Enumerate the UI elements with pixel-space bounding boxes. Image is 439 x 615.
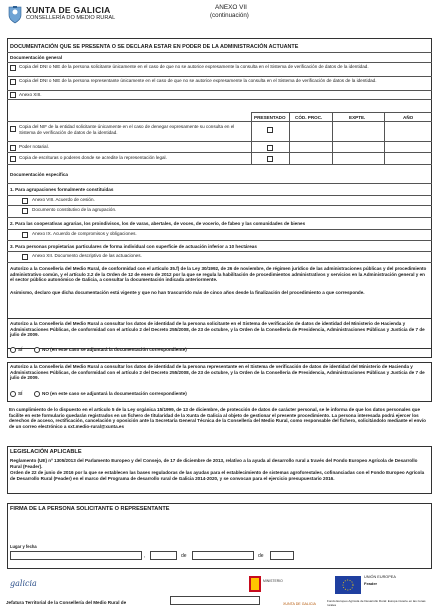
checkbox-group1-2[interactable]	[22, 208, 28, 214]
specific-title: Documentación específica	[10, 172, 68, 177]
group-3-item-1: Anexo XII. Documento descriptivo de las actuaciones.	[32, 253, 142, 258]
consent-1-no: NO (en este caso se adjuntará la documentación correspondiente)	[42, 347, 187, 352]
spain-shield-icon	[247, 574, 287, 598]
checkbox-table-2[interactable]	[10, 145, 16, 151]
consent-2-no-radio[interactable]	[34, 391, 40, 397]
fund-text: Feader	[364, 581, 378, 586]
small-text: Fondo Europeo Agrícola de Desarrollo Rural: Europa invierte en las zonas rurales	[327, 599, 426, 607]
presentado-checkbox-3[interactable]	[267, 156, 273, 162]
docs-title: DOCUMENTACIÓN QUE SE PRESENTA O SE DECLARA ESTAR EN PODER DE LA ADMINISTRACIÓN ACTUANTE	[10, 44, 299, 50]
de-label-1: de	[181, 553, 187, 559]
legislation-text-2: Orden de 22 de junio de 2016 por la que se establecen las bases reguladoras de las ayudas para el establecimiento de sistemas agroforestales, cofinanciadas con el Fondo Europeo Agrícola de Desarrollo Rural (Feader) en el marco del Programa de desarrollo rural de Galicia 2014-2020, y se convocan para el ejercicio presupuestario 2016.	[10, 470, 425, 481]
eu-flag-icon	[335, 576, 361, 594]
privacy-text: En cumplimiento de lo dispuesto en el artículo 5 de la Ley orgánica 15/1999, de 13 de diciembre, de protección de datos de carácter personal, se le informa de que los datos personales que facilite en este formulario quedarán registrados en un fichero de titularidad de la Xunta de Galicia al objeto de gestionar el presente procedimiento. La persona interesada podrá ejercer los derechos de acceso, rectificación, cancelación y oposición ante la Secretaría General Técnica de la Consellería del Medio Rural, como responsable del fichero, solicitándolo mediante el envío de un correo electrónico a sxt.medio-rural@xunta.es	[9, 407, 426, 429]
office-label: Jefatura Territorial de la Consellería del Medio Rural de	[6, 600, 127, 605]
general-item-2: Copia del DNI o NIE de la persona representante únicamente en el caso de que no se autorice expresamente la consulta en el Sistema de verificación de datos de la identidad.	[19, 78, 377, 83]
group-2-item-1: Anexo IX. Acuerdo de compromisos y obligaciones.	[32, 231, 137, 236]
signature-title: FIRMA DE LA PERSONA SOLICITANTE O REPRESENTANTE	[10, 506, 170, 512]
group-1-item-1: Anexo VIII. Acuerdo de cesión.	[32, 197, 95, 202]
consent-2-yes-radio[interactable]	[10, 391, 16, 397]
consent-2-text: Autorizo a la Consellería del Medio Rural a consultar los datos de identidad de la persona representante en el Sistema de verificación de datos de identidad del Ministerio de Hacienda y Administraciones Públicas, de conformidad con el artículo 2 del Decreto 255/2008, de 23 de octubre, y la Orden de la Consellería de Presidencia, Administraciones Públicas y Justicia de 7 de julio de 2009.	[10, 364, 425, 381]
legislation-text-1: Reglamento (UE) nº 1305/2013 del Parlamento Europeo y del Consejo, de 17 de diciembre de 2013, relativo a la ayuda al desarrollo rural a través del Fondo Europeo Agrícola de Desarrollo Rural (Feader).	[10, 458, 418, 469]
presentado-checkbox-1[interactable]	[267, 127, 273, 133]
annex-subtitle: (continuación)	[210, 12, 249, 19]
table-item-1: Copia del NIF de la entidad solicitante únicamente en el caso de denegar expresamente su consulta en el Sistema de verificación de datos de la identidad.	[19, 124, 235, 135]
header-ano: AÑO	[403, 115, 414, 120]
checkbox-group1-1[interactable]	[22, 198, 28, 204]
consent-1-yes: SÍ	[18, 347, 23, 352]
header-presentado: PRESENTADO	[254, 115, 286, 120]
group-2-title: 2. Para las cooperativas agrarias, los proindivisos, los de varas, abertales, de voces, de vocerío, de fabeo y las comunidades de bienes	[10, 221, 306, 226]
group-3-title: 3. Para personas propietarias particulares de forma individual con superficie de actuación inferior a 10 hectáreas	[10, 244, 257, 249]
place-separator: ,	[144, 553, 146, 559]
presentado-checkbox-2[interactable]	[267, 145, 273, 151]
authorization-text: Autorizo a la Consellería del Medio Rural, de conformidad con el artículo 35.f) de la Ley 30/1992, de 26 de noviembre, de régimen jurídico de las administraciones públicas y del procedimiento administrativo común, y el artículo 2.2 de la Orden de 12 de enero de 2012 por la que se regula la habilitación de procedimientos administrativos y servicios en la Administración general y en el sector público autonómico de Galicia, a consultar la documentación indicada anteriormente.	[10, 266, 427, 283]
galicia-logo	[10, 579, 37, 588]
consent-2-yes: SÍ	[18, 391, 23, 396]
header-cod-proc: CÓD. PROC.	[295, 115, 323, 120]
checkbox-table-1[interactable]	[10, 126, 16, 132]
month-field[interactable]	[192, 551, 254, 560]
checkbox-general-3[interactable]	[10, 92, 16, 98]
de-label-2: de	[258, 553, 264, 559]
place-field[interactable]	[10, 551, 142, 560]
table-item-2: Poder notarial.	[19, 144, 49, 149]
table-item-3: Copia de escrituras o poderes donde se acredite la representación legal.	[19, 155, 167, 160]
header-expte: EXPTE.	[349, 115, 366, 120]
group-1-item-2: Documento constitutivo de la agrupación.	[32, 207, 117, 212]
ministry-text: MINISTERIO	[263, 579, 283, 583]
authorization-text-2: Asimismo, declaro que dicha documentación está vigente y que no han trascurrido más de cinco años desde la finalización del procedimiento a que corresponde.	[10, 290, 365, 295]
galicia-logo-text: galicia	[10, 579, 37, 588]
general-item-3: Anexo XIII.	[19, 92, 42, 97]
checkbox-general-1[interactable]	[10, 65, 16, 71]
checkbox-table-3[interactable]	[10, 156, 16, 162]
year-field[interactable]	[270, 551, 294, 560]
docs-section	[7, 38, 432, 349]
checkbox-group3-1[interactable]	[22, 254, 28, 260]
consent-2-no: NO (en este caso se adjuntará la documentación correspondiente)	[42, 391, 187, 396]
xunta-logo	[6, 4, 24, 24]
fund-label: XUNTA DE GALICIA	[283, 602, 316, 606]
checkbox-general-2[interactable]	[10, 79, 16, 85]
brand-text: UNIÓN EUROPEA	[364, 575, 396, 579]
general-title: Documentación general	[10, 55, 63, 60]
consent-1-no-radio[interactable]	[34, 347, 40, 353]
org-name: XUNTA DE GALICIA	[26, 5, 111, 15]
day-field[interactable]	[150, 551, 177, 560]
checkbox-group2-1[interactable]	[22, 232, 28, 238]
annex-title: ANEXO VII	[215, 4, 247, 11]
general-item-1: Copia del DNI o NIE de la persona solicitante únicamente en el caso de que no se autorice expresamente la consulta en el Sistema de verificación de datos de la identidad.	[19, 64, 369, 69]
consent-1-yes-radio[interactable]	[10, 347, 16, 353]
consent-1-text: Autorizo a la Consellería del Medio Rural a consultar los datos de identidad de la persona solicitante en el Sistema de verificación de datos de identidad del Ministerio de Hacienda y Administraciones Públicas, de conformidad con el artículo 2 del Decreto 255/2008, de 23 de octubre, y la Orden de la Consellería de Presidencia, Administraciones Públicas y Justicia de 7 de julio de 2009.	[10, 321, 425, 338]
place-date-label: Lugar y fecha	[10, 544, 37, 549]
org-dept: CONSELLERÍA DO MEDIO RURAL	[26, 15, 116, 21]
legislation-title: LEGISLACIÓN APLICABLE	[10, 449, 82, 455]
group-1-title: 1. Para agrupaciones formalmente constituidas	[10, 187, 114, 192]
